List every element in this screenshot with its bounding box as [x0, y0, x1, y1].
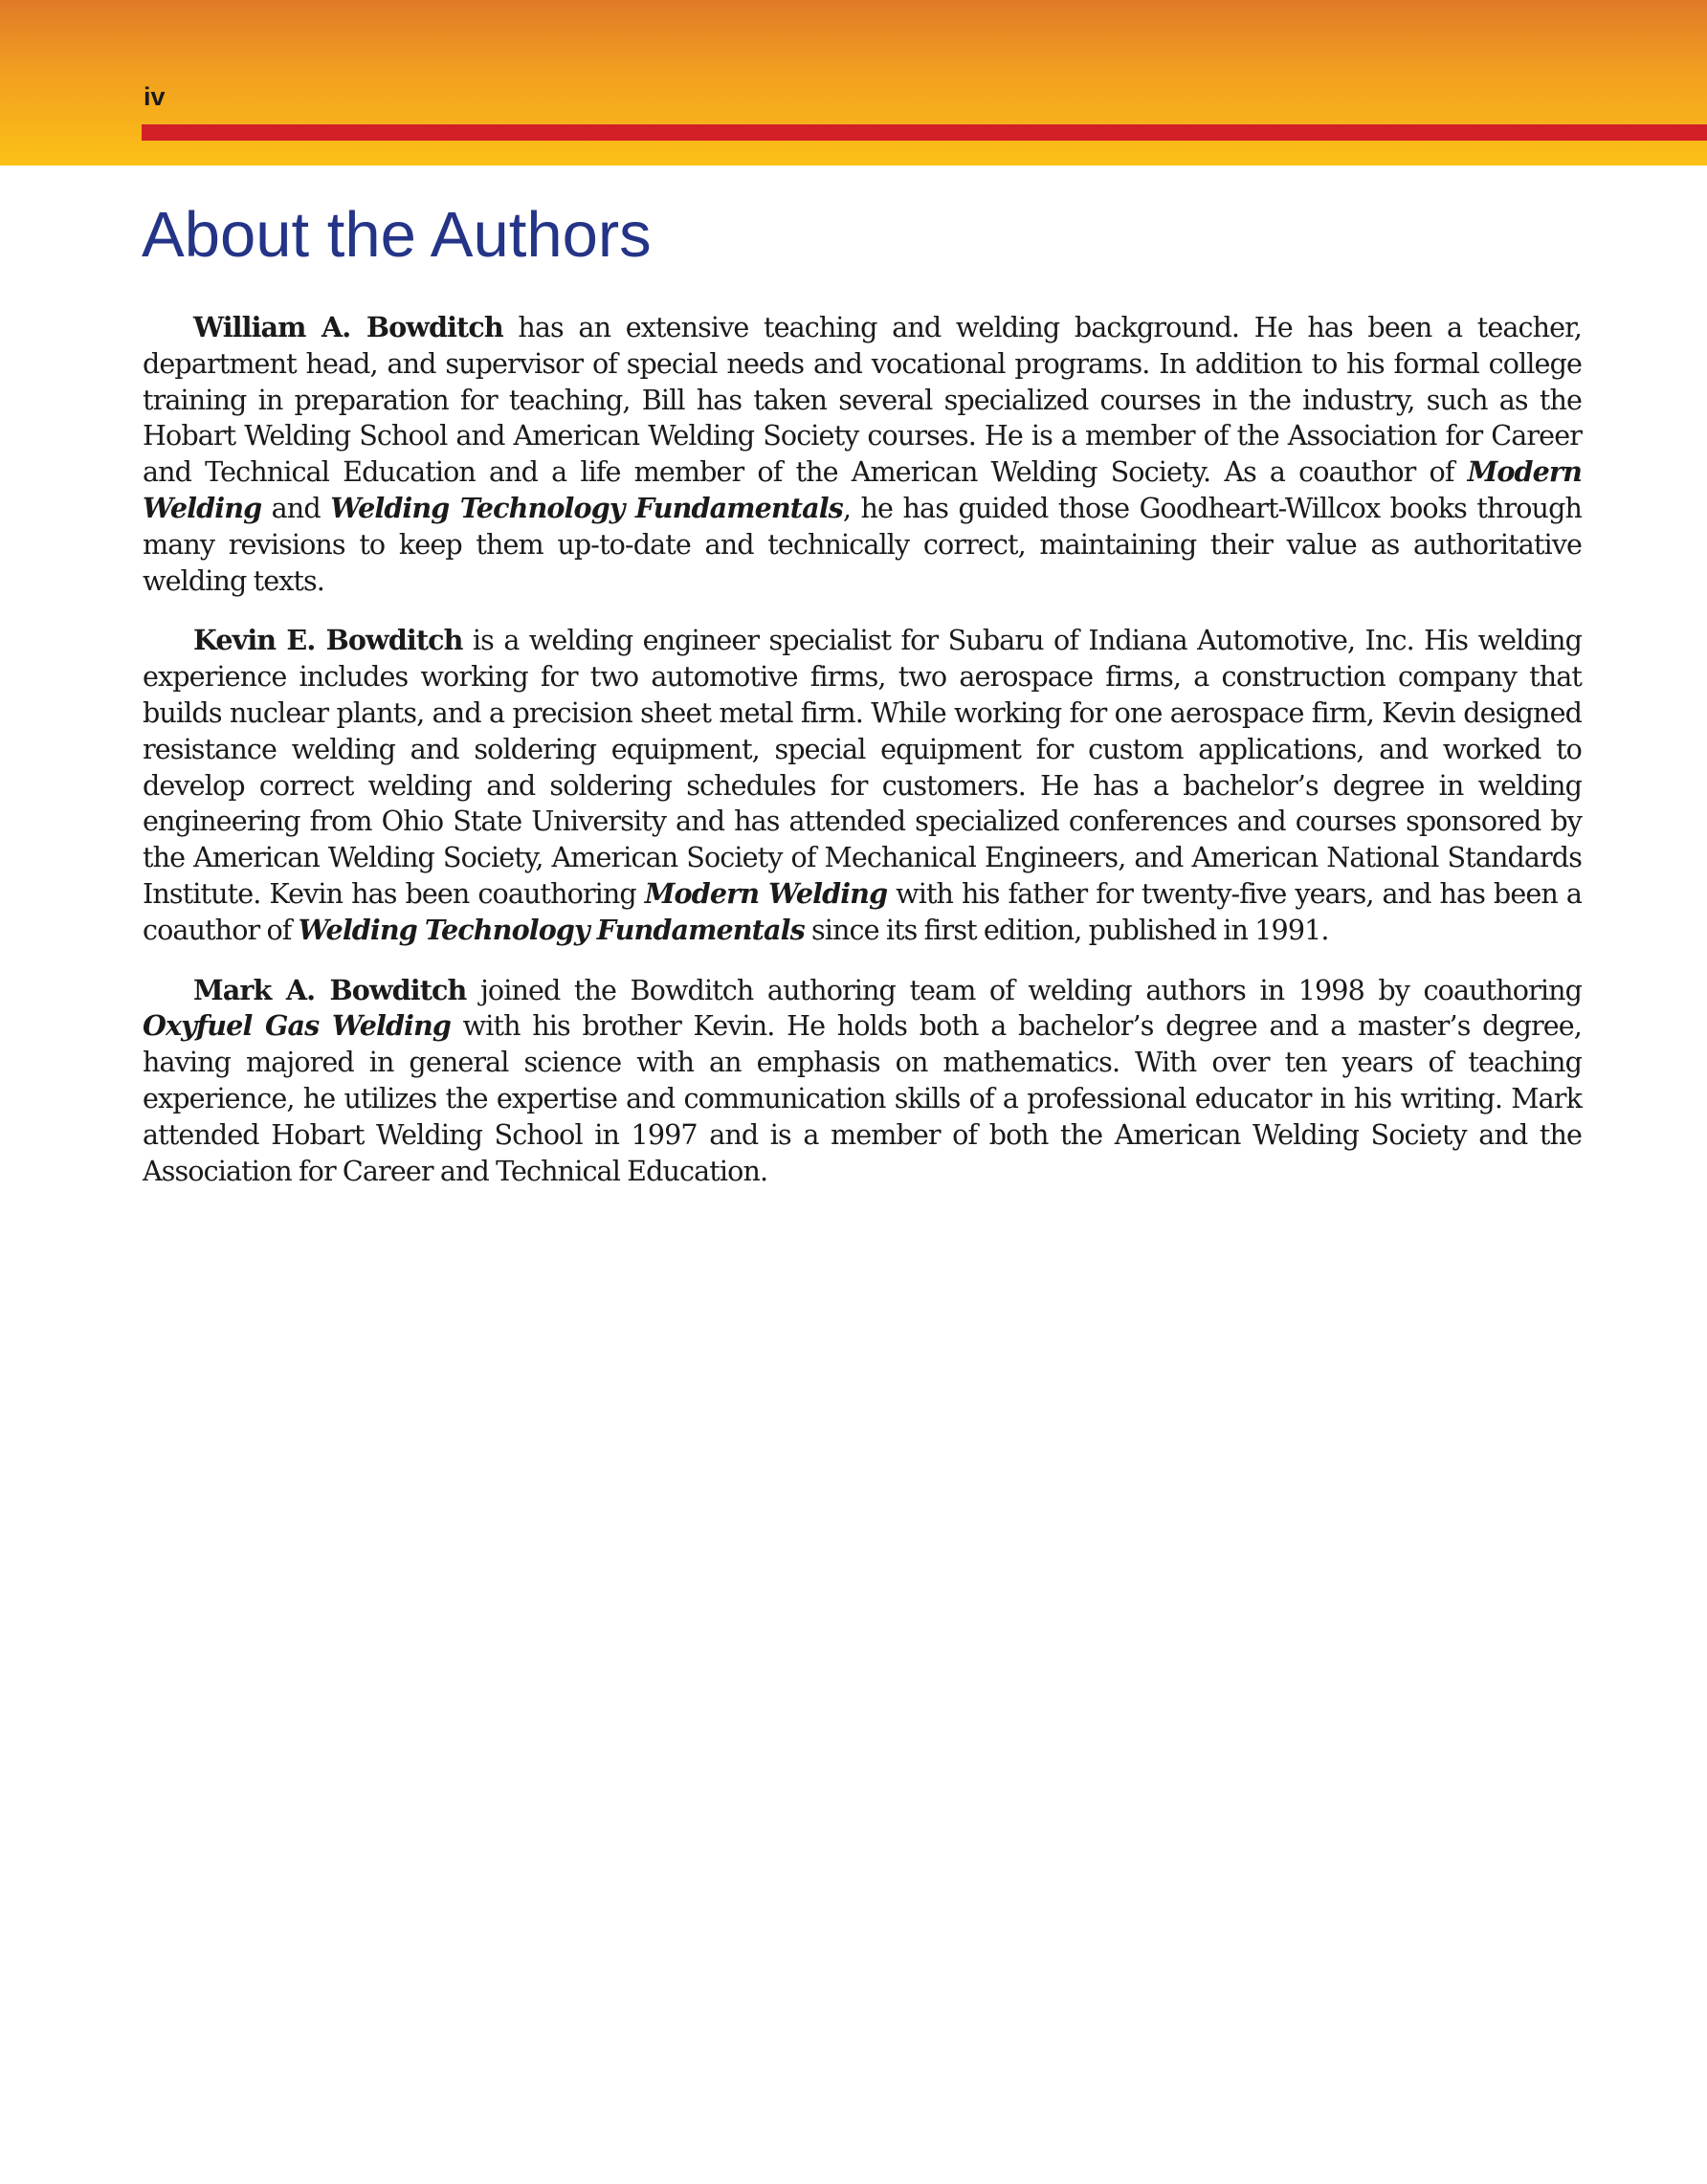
- bio-text: with his brother Kevin. He holds both a bachelor’s degree and a master’s degree, having majored in general science with an emphasis on mathematics. With over ten years of teaching experience, he utilizes the expertise and communication skills of a professional educator in his writing. Mark attended Hobart Welding School in 1997 and is a member of both the American Welding Society and the Association for Career and Technical Education.: [143, 1009, 1582, 1187]
- bio-text: is a welding engineer specialist for Subaru of Indiana Automotive, Inc. His welding experience includes working for two automotive firms, two aerospace firms, a construction company that builds nuclear plants, and a precision sheet metal firm. While working for one aerospace firm, Kevin designed resistance welding and soldering equipment, special equipment for custom applications, and worked to develop correct welding and soldering schedules for customers. He has a bachelor’s degree in welding engineering from Ohio State University and has attended specialized conferences and courses sponsored by the American Welding Society, American Society of Mechanical Engineers, and American National Standards Institute. Kevin has been coauthoring: [143, 624, 1582, 910]
- bio-text: , he has guided those Goodheart-Willcox books through many revisions to keep them up-to-date and technically correct, maintaining their value as authoritative welding texts.: [143, 491, 1582, 597]
- author-bios: [143, 310, 1582, 1213]
- bio-text: and: [261, 491, 331, 524]
- book-title: Oxyfuel Gas Welding: [143, 1009, 451, 1043]
- book-title: Welding Technology Fundamentals: [330, 491, 843, 524]
- bio-mark: [143, 973, 1582, 1190]
- book-title: Modern Welding: [143, 455, 1582, 524]
- book-title: Welding Technology Fundamentals: [298, 913, 805, 946]
- book-title: Modern Welding: [644, 876, 888, 910]
- bio-text: joined the Bowditch authoring team of welding authors in 1998 by coauthoring: [466, 973, 1582, 1006]
- bio-text: with his father for twenty-five years, and has been a coauthor of: [143, 876, 1582, 946]
- page-number: iv: [144, 82, 166, 111]
- author-name: William A. Bowditch: [193, 311, 503, 343]
- author-name: Mark A. Bowditch: [193, 973, 467, 1006]
- bio-william: [143, 310, 1582, 599]
- page-title: About the Authors: [142, 199, 652, 271]
- bio-kevin: [143, 623, 1582, 948]
- bio-text: since its first edition, published in 1991.: [804, 913, 1329, 946]
- header-rule: [142, 124, 1707, 141]
- bio-text: has an extensive teaching and welding background. He has been a teacher, department head, and supervisor of special needs and vocational programs. In addition to his formal college training in preparation for teaching, Bill has taken several specialized courses in the industry, such as the Hobart Welding School and American Welding Society courses. He is a member of the Association for Career and Technical Education and a life member of the American Welding Society. As a coauthor of: [143, 311, 1582, 489]
- author-name: Kevin E. Bowditch: [193, 624, 463, 657]
- header-band: [0, 0, 1707, 165]
